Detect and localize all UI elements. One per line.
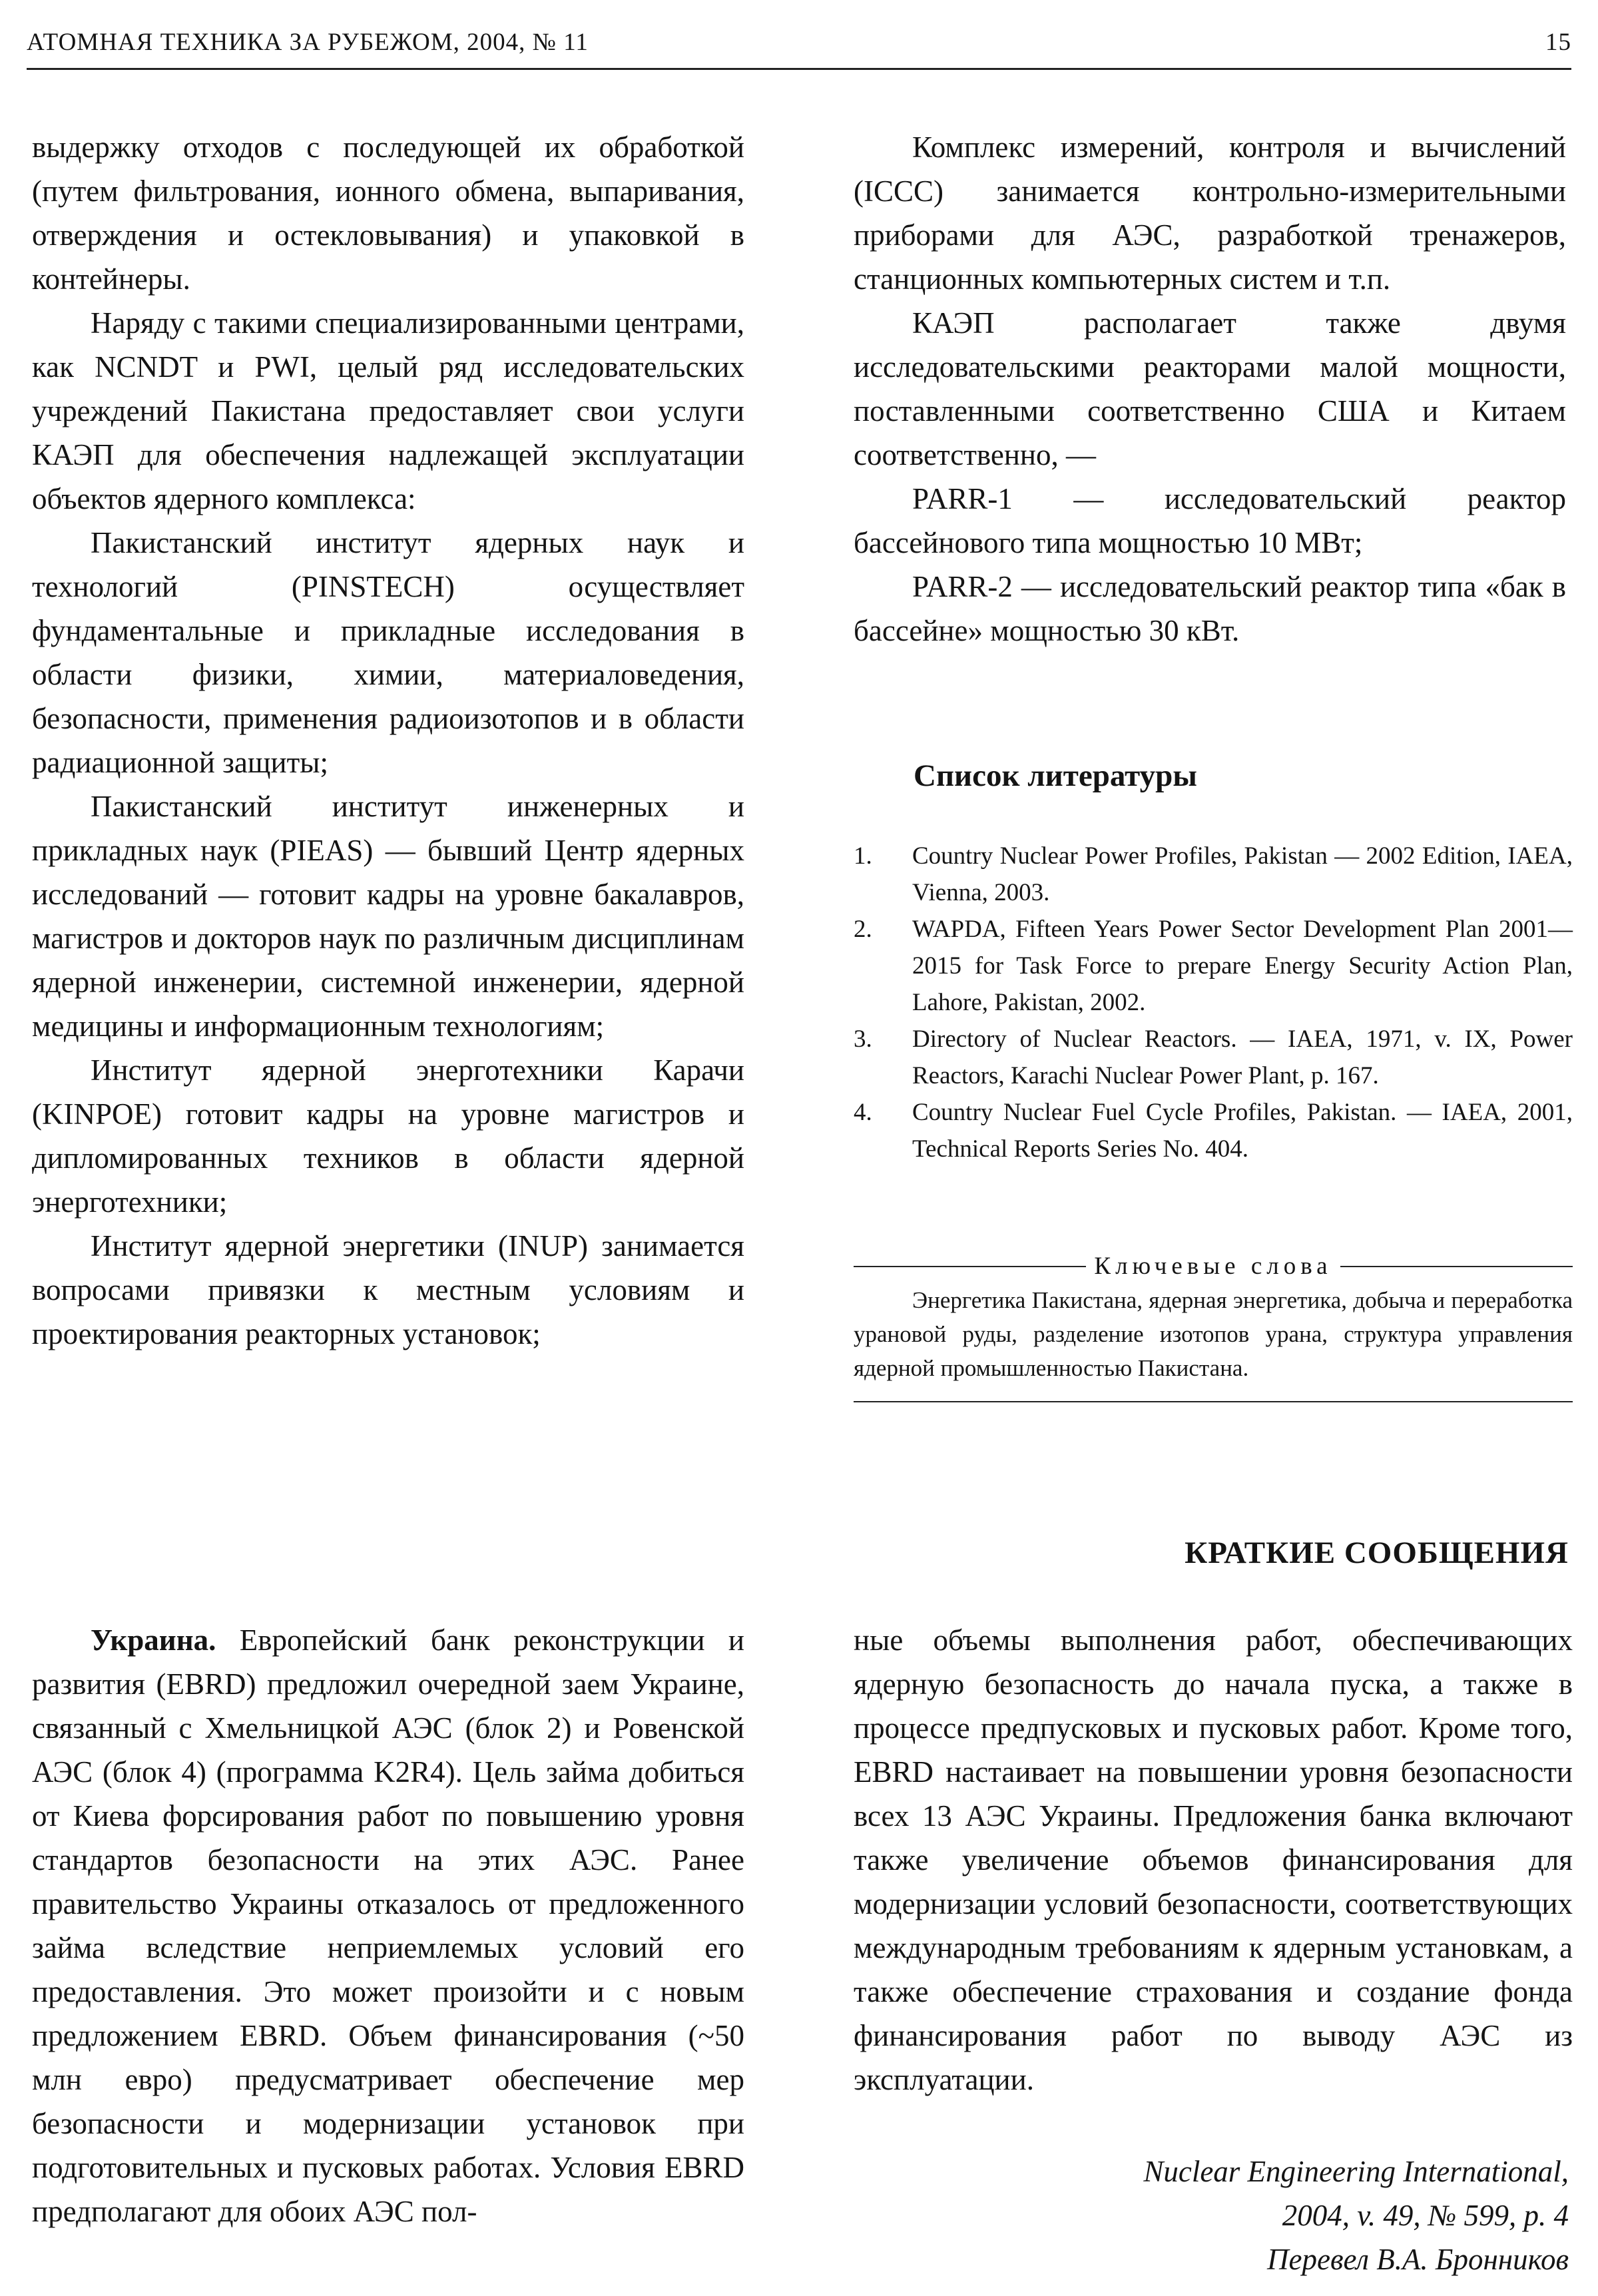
paragraph: PARR-2 — исследовательский реактор типа «бак в бассейне» мощностью 30 кВт. (854, 570, 1566, 647)
left-column-top (32, 125, 744, 1356)
right-column-bottom (854, 1618, 1573, 2102)
reference-item (854, 1094, 1573, 1167)
keywords-label: Ключевые слова (1094, 1253, 1332, 1280)
keywords-text: Энергетика Пакистана, ядерная энергетика, добыча и переработка урановой руды, разделение изотопов урана, структура управления ядерной промышленностью Пакистана. (854, 1287, 1573, 1381)
source-line: Nuclear Engineering International, (1143, 2155, 1569, 2188)
section-heading: КРАТКИЕ СООБЩЕНИЯ (1185, 1536, 1569, 1570)
news-text: Европейский банк реконструкции и развития (EBRD) предложил очередной заем Украине, связанный с Хмельницкой АЭС (блок 2) и Ровенской АЭС (блок 4) (программа K2R4). Цель займа добиться от Киева форсирования работ по повышению уровня стандартов безопасности на этих АЭС. Ранее правительство Украины отказалось от предложенного займа вследствие неприемлемых условий его предоставления. Это может произойти и с новым предложением EBRD. Объем финансирования (~50 млн евро) предусматривает обеспечение мер безопасности и модернизации установок при подготовительных и пусковых работах. Условия EBRD предполагают для обоих АЭС пол- (32, 1623, 744, 2228)
paragraph: Наряду с такими специализированными центрами, как NCNDT и PWI, целый ряд исследовательских учреждений Пакистана предоставляет свои услуги КАЭП для обеспечения надлежащей эксплуатации объектов ядерного комплекса: (32, 306, 744, 515)
paragraph: Пакистанский институт ядерных наук и технологий (PINSTECH) осуществляет фундаментальные и прикладные исследования в области физики, химии, материаловедения, безопасности, применения радиоизотопов и в области радиационной защиты; (32, 526, 744, 779)
paragraph: КАЭП располагает также двумя исследовательскими реакторами малой мощности, поставленными соответственно США и Китаем соответственно, — (854, 306, 1566, 471)
source-citation (1143, 2150, 1569, 2281)
divider (1340, 1266, 1573, 1267)
reference-item (854, 838, 1573, 911)
reference-item (854, 911, 1573, 1021)
divider (854, 1401, 1573, 1402)
reference-number: 2. (854, 916, 872, 943)
page-number: 15 (1545, 29, 1571, 56)
paragraph: выдержку отходов с последующей их обработкой (путем фильтрования, ионного обмена, выпаривания, отверждения и остекловывания) и упаковкой в контейнеры. (32, 131, 744, 296)
translator: Перевел В.А. Бронников (1267, 2243, 1569, 2276)
keywords-label-line (854, 1252, 1573, 1281)
reference-item (854, 1021, 1573, 1094)
reference-number: 3. (854, 1025, 872, 1053)
reference-number: 1. (854, 842, 872, 870)
reference-text: Country Nuclear Fuel Cycle Profiles, Pakistan. — IAEA, 2001, Technical Reports Series No. 404. (912, 1099, 1573, 1163)
right-column-top (854, 125, 1566, 653)
news-lead: Украина. (91, 1623, 216, 1657)
reference-text: WAPDA, Fifteen Years Power Sector Development Plan 2001—2015 for Task Force to prepare Energy Security Action Plan, Lahore, Pakistan, 2002. (912, 916, 1573, 1016)
paragraph: Комплекс измерений, контроля и вычислений (ICCC) занимается контрольно-измерительными приборами для АЭС, разработкой тренажеров, станционных компьютерных систем и т.п. (854, 131, 1566, 296)
references-heading: Список литературы (914, 758, 1197, 793)
reference-text: Country Nuclear Power Profiles, Pakistan — 2002 Edition, IAEA, Vienna, 2003. (912, 842, 1573, 906)
paragraph: PARR-1 — исследовательский реактор бассейнового типа мощностью 10 МВт; (854, 482, 1566, 559)
left-column-bottom (32, 1618, 744, 2233)
reference-text: Directory of Nuclear Reactors. — IAEA, 1971, v. IX, Power Reactors, Karachi Nuclear Power Plant, p. 167. (912, 1025, 1573, 1089)
reference-number: 4. (854, 1099, 872, 1126)
paragraph: Пакистанский институт инженерных и прикладных наук (PIEAS) — бывший Центр ядерных исследований — готовит кадры на уровне бакалавров, магистров и докторов наук по различным дисциплинам ядерной инженерии, системной инженерии, ядерной медицины и информационным технологиям; (32, 790, 744, 1043)
references-list (854, 838, 1573, 1167)
divider (854, 1266, 1086, 1267)
journal-title: АТОМНАЯ ТЕХНИКА ЗА РУБЕЖОМ, 2004, № 11 (27, 29, 589, 56)
news-paragraph (32, 1618, 744, 2233)
running-header (27, 21, 1571, 70)
keywords-box (854, 1252, 1573, 1402)
news-paragraph: ные объемы выполнения работ, обеспечивающих ядерную безопасность до начала пуска, а также в процессе предпусковых и пусковых работ. Кроме того, EBRD настаивает на повышении уровня безопасности всех 13 АЭС Украины. Предложения банка включают также увеличение объемов финансирования для модернизации условий безопасности, соответствующих международным требованиям к ядерным установкам, а также обеспечение страхования и создание фонда финансирования работ по выводу АЭС из эксплуатации. (854, 1623, 1573, 2096)
paragraph: Институт ядерной энергетики (INUP) занимается вопросами привязки к местным условиям и проектирования реакторных установок; (32, 1229, 744, 1350)
paragraph: Институт ядерной энерготехники Карачи (KINPOE) готовит кадры на уровне магистров и дипломированных техников в области ядерной энерготехники; (32, 1053, 744, 1219)
source-line: 2004, v. 49, № 599, p. 4 (1282, 2199, 1569, 2232)
